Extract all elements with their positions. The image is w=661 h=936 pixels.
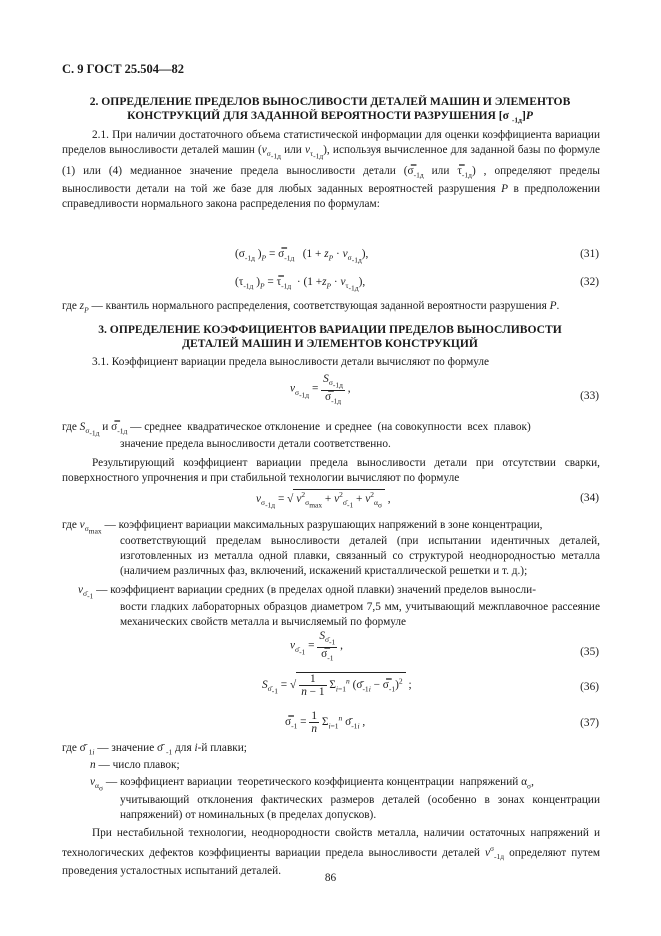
section-3-where-3b: вости гладких лабораторных образцов диаметром 7,5 мм, учитывающий межплавочное рассеяние механических свойств металла и вычисляемый по формуле bbox=[120, 601, 600, 628]
equation-33: $v_{\sigma_{-1д}}$ = $\frac{S_{\sigma_{-1д}}}{\sigma̿_{-1д}}$ , bbox=[290, 373, 351, 405]
equation-36-number: (36) bbox=[580, 681, 599, 693]
equation-31-number: (31) bbox=[580, 248, 599, 260]
equation-36: $S_{\sigmā_{-1}}$ = √ $\frac{1}{n - 1}$ $\Sigma_{i=1}^n$ ($\sigmā_{-1i}$ − $\sigma̿_{-1})^2$ ; bbox=[262, 673, 412, 698]
equation-35-number: (35) bbox=[580, 646, 599, 658]
section-3-where-4: где σ̄ $_{1i}$ — значение σ̄ $_{-1}$ для i-й плавки; bbox=[62, 742, 247, 757]
page-number: 86 bbox=[324, 872, 337, 884]
section-3-where-6: $v_{\alpha_\sigma}$ — коэффициент вариации теоретического коэффициента концентрации напряжений $\alpha_\sigma$, bbox=[90, 776, 534, 793]
equation-35: $v_{\sigmā_{-1}}$ = $\frac{S_{\sigmā_{-1}}}{\sigma̿_{-1}}$ , bbox=[290, 630, 343, 662]
section-3-where-1b: значение предела выносливости детали соответственно. bbox=[120, 438, 391, 450]
section-3-where-6b: учитывающий отклонения фактических размеров деталей (особенно в зонах концентрации напряжений) от номинальных (в пределах допусков). bbox=[120, 794, 600, 821]
equation-32-number: (32) bbox=[580, 276, 599, 288]
equation-37: $\sigma̿_{-1}$ = $\frac{1}{n}$ $\Sigma_{i=1}^n$ $\sigmā_{-1i}$ , bbox=[285, 710, 366, 735]
section-3-title: 3. ОПРЕДЕЛЕНИЕ КОЭФФИЦИЕНТОВ ВАРИАЦИИ ПРЕДЕЛОВ ВЫНОСЛИВОСТИ ДЕТАЛЕЙ МАШИН И ЭЛЕМЕНТОВ КОНСТРУКЦИЙ bbox=[98, 323, 562, 350]
section-3-where-3: $v_{\sigmā_{-1}}$ — коэффициент вариации средних (в пределах одной плавки) значений пределов выносли- bbox=[78, 584, 536, 601]
equation-34-number: (34) bbox=[580, 492, 599, 504]
section-3-where-5: n — число плавок; bbox=[90, 759, 180, 771]
equation-37-number: (37) bbox=[580, 717, 599, 729]
equation-33-number: (33) bbox=[580, 390, 599, 402]
section-3-paragraph-2: Результирующий коэффициент вариации предела выносливости детали при отсутствии сварки, поверхностного упрочнения и при стабильной технологии вычисляют по формуле bbox=[62, 457, 600, 484]
section-3-paragraph-1: 3.1. Коэффициент вариации предела выносливости детали вычисляют по формуле bbox=[92, 356, 490, 368]
section-2-paragraph: 2.1. При наличии достаточного объема статистической информации для оценки коэффициента вариации пределов выносливости деталей машин ($v_{\sigma_{-1д}}$ или $v_{\tau_{-1д}}$), используя вычисленное для заданной базы по формуле (1) или (4) медианное значение предела выносливости детали ($\sigma̿_{-1д}$ или $\tau̿_{-1д}$) , определяют пределы выносливости детали на той же базе для любых заданных вероятностей разрушения P в предположении справедливости нормального закона распределения по формулам: bbox=[62, 129, 601, 210]
section-3-paragraph-3: При нестабильной технологии, неоднородности свойств металла, наличии остаточных напряжений и технологических дефектов коэффициенты вариации предела выносливости деталей $v^\sigma_{-1д}$ определяют путем проведения усталостных испытаний деталей. bbox=[62, 827, 600, 878]
section-3-where-1: где $S_{\sigma_{-1д}}$ и $\sigma̿_{-1д}$ — среднее квадратическое отклонение и среднее (на совокупности всех плавок) bbox=[62, 421, 531, 438]
equation-31: ($\sigma_{-1д}$ )$_P$ = $\sigma̿_{-1д}$ $(1 + z_P \cdot v_{\sigma_{-1д}})$, bbox=[235, 248, 369, 265]
equation-34: $v_{\sigma_{-1д}}$ = √ $v^2_{\sigma_{max}} + v^2_{\sigmā_{-1}} + v^2_{\alpha_\sigma}$ , bbox=[256, 490, 391, 510]
section-2-where: где $z_P$ — квантиль нормального распределения, соответствующая заданной вероятности разрушения P. bbox=[62, 300, 560, 315]
section-2-title: 2. ОПРЕДЕЛЕНИЕ ПРЕДЕЛОВ ВЫНОСЛИВОСТИ ДЕТАЛЕЙ МАШИН И ЭЛЕМЕНТОВ КОНСТРУКЦИЙ ДЛЯ ЗАДАННОЙ ВЕРОЯТНОСТИ РАЗРУШЕНИЯ [σ $_{-1д}$]P bbox=[89, 95, 571, 125]
section-3-where-2b: соответствующий пределам выносливости деталей (при испытании идентичных деталей, изготовленных из металла одной плавки, связанный со структурой неоднородностью металла (наличием различных фаз, включений, искажений кристаллической решетки и т. д.); bbox=[120, 535, 600, 577]
page-header: С. 9 ГОСТ 25.504—82 bbox=[62, 62, 185, 76]
equation-32: ($\tau_{-1д}$ )$_P$ = $\tau̿_{-1д} \cdot (1 +z_P \cdot v_{\tau_{-1д}})$, bbox=[235, 276, 366, 293]
section-3-where-2: где $v_{\sigma_{max}}$ — коэффициент вариации максимальных разрушающих напряжений в зоне концентрации, bbox=[62, 519, 543, 536]
